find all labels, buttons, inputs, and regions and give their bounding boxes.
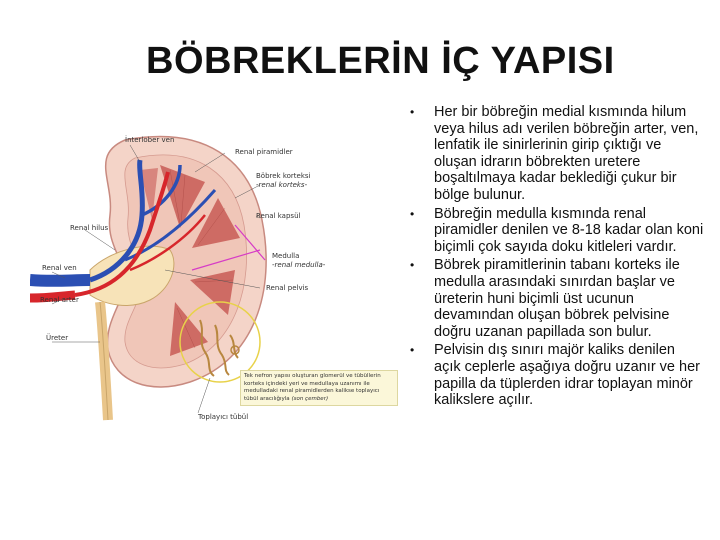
- label-renal-ven: Renal ven: [42, 264, 77, 272]
- label-toplayici-tubul: Toplayıcı tübül: [198, 413, 249, 421]
- label-renal-kapsul: Renal kapsül: [256, 212, 301, 220]
- renal-vein: [30, 280, 90, 281]
- label-ureter: Üreter: [46, 334, 69, 342]
- bullet-item: [404, 104, 704, 204]
- label-renal-pelvis: Renal pelvis: [266, 284, 309, 292]
- bullet-item: [404, 342, 704, 408]
- figure-caption: [240, 370, 398, 406]
- bullet-text: Böbreğin medulla kısmında renal piramidler denilen ve 8-18 kadar olan koni biçimli çok sayıda doku kitleleri vardır.: [434, 205, 704, 255]
- caption-italic: (son çember): [291, 395, 329, 402]
- label-interlober-ven: İnterlober ven: [125, 136, 175, 144]
- label-renal-medulla: -renal medulla-: [272, 261, 326, 269]
- label-renal-hilus: Renal hilus: [70, 224, 109, 232]
- bullet-text: Pelvisin dış sınırı majör kaliks denilen açık ceplerle aşağıya doğru uzanır ve her papilla da tüplerden idrar toplayan minör kalikslere açılır.: [434, 342, 700, 409]
- bullet-text: Her bir böbreğin medial kısmında hilum veya hilus adı verilen böbreğin arter, ven, lenfatik ile sinirlerinin girip çıktığı ve oluşan idrarın böbrekten uretere boşaltılmaya kadar beklediği çukur bir bölge bulunur.: [434, 104, 699, 203]
- bullet-item: [404, 206, 704, 256]
- bullet-list: [404, 104, 704, 411]
- bullet-dot-icon: •: [410, 343, 415, 358]
- caption-text: Tek nefron yapısı oluşturan glomerül ve tübüllerin korteks içindeki yeri ve medullaya uzanımı ile medulladaki renal piramidlerden kalikse toplayıcı tübül aracılığıyla: [244, 373, 381, 402]
- bullet-item: [404, 257, 704, 340]
- label-renal-korteks: -renal korteks-: [256, 181, 308, 189]
- label-bobrek-korteksi: Böbrek korteksi: [256, 172, 311, 180]
- bullet-dot-icon: •: [410, 258, 415, 273]
- label-medulla: Medulla: [272, 252, 300, 260]
- label-renal-piramidler: Renal piramidler: [235, 148, 293, 156]
- bullet-dot-icon: •: [410, 206, 415, 221]
- slide-title: BÖBREKLERİN İÇ YAPISI: [146, 40, 615, 82]
- label-renal-arter: Renal arter: [40, 296, 79, 304]
- bullet-text: Böbrek piramitlerinin tabanı korteks ile medulla arasındaki sınırdan başlar ve üreterin huni biçimli üst ucunun devamından oluşan böbrek pelvisine doğru uzanan papillada son bulur.: [434, 257, 680, 340]
- bullet-dot-icon: •: [410, 105, 415, 119]
